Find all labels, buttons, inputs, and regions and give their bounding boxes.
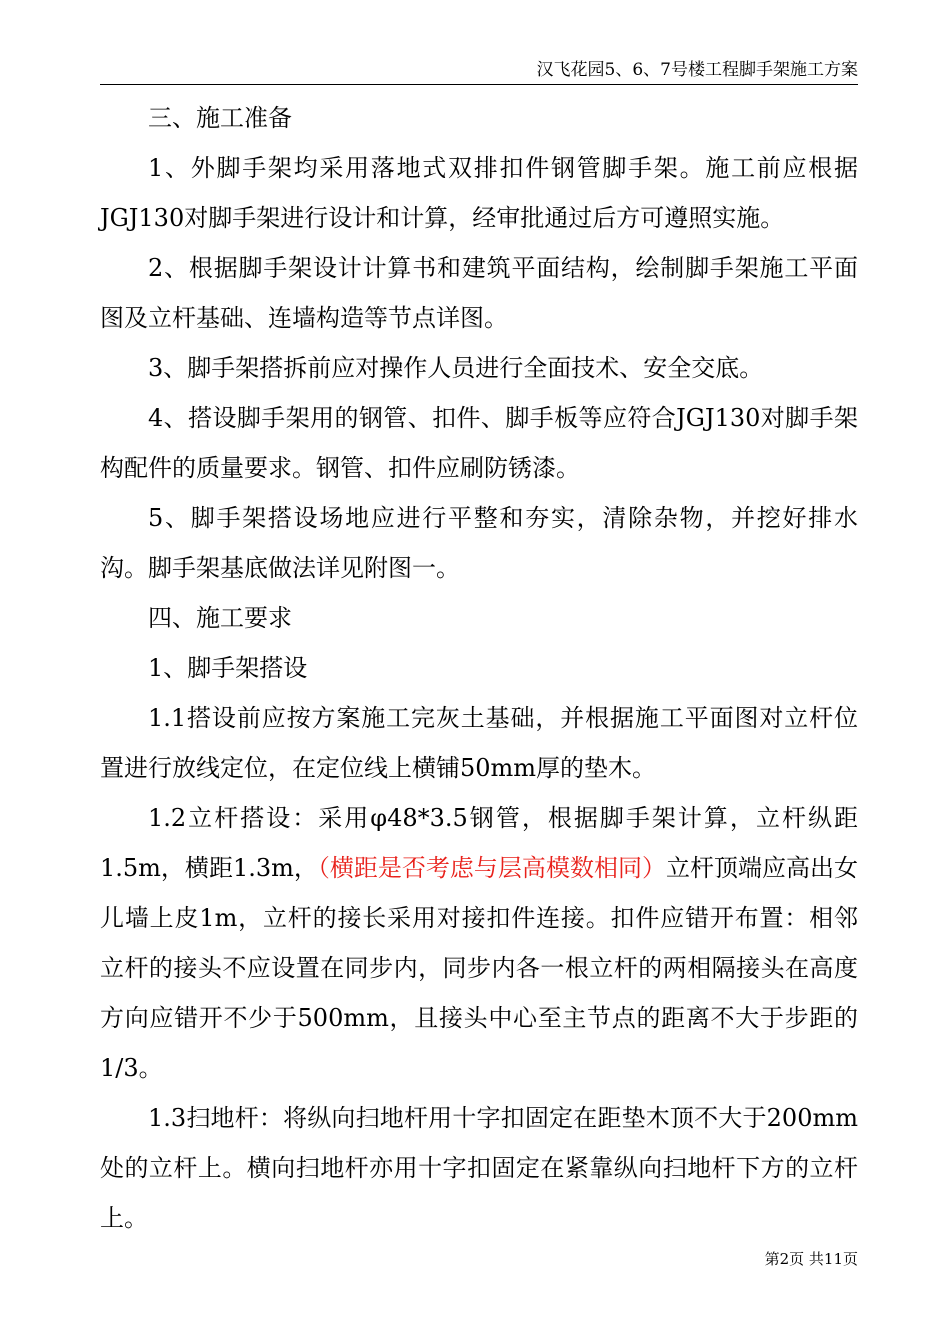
section-heading-preparation: 三、施工准备 [148,104,292,132]
subsection-heading-erection: 1、脚手架搭设 [148,654,308,682]
paragraph-prep-1: 1、外脚手架均采用落地式双排扣件钢管脚手架。施工前应根据JGJ130对脚手架进行设计和计算，经审批通过后方可遵照实施。 [100,154,858,232]
review-note: （横距是否考虑与层高模数相同） [317,854,666,882]
paragraph-1-2-text-b: 立杆顶端应高出女儿墙上皮1m，立杆的接长采用对接扣件连接。扣件应错开布置：相邻立杆的接头不应设置在同步内，同步内各一根立杆的两相隔接头在高度方向应错开不少于500mm，且接头中心至主节点的距离不大于步距的1/3。 [100,854,859,1082]
page-footer: 第2页 共11页 [764,1250,858,1268]
paragraph-prep-2: 2、根据脚手架设计计算书和建筑平面结构，绘制脚手架施工平面图及立杆基础、连墙构造等节点详图。 [100,254,858,332]
document-body [100,93,858,1243]
paragraph-prep-5: 5、脚手架搭设场地应进行平整和夯实，清除杂物，并挖好排水沟。脚手架基底做法详见附图一。 [100,504,858,582]
paragraph-1-3: 1.3扫地杆：将纵向扫地杆用十字扣固定在距垫木顶不大于200mm处的立杆上。横向扫地杆亦用十字扣固定在紧靠纵向扫地杆下方的立杆上。 [100,1104,858,1232]
paragraph-1-1: 1.1搭设前应按方案施工完灰土基础，并根据施工平面图对立杆位置进行放线定位，在定位线上横铺50mm厚的垫木。 [100,704,858,782]
paragraph-1-2 [100,793,858,1093]
paragraph-1-2-text-a: 1.2立杆搭设：采用φ48*3.5钢管，根据脚手架计算，立杆纵距1.5m，横距1.3m， [100,804,858,882]
paragraph-prep-3: 3、脚手架搭拆前应对操作人员进行全面技术、安全交底。 [148,354,764,382]
paragraph-prep-4: 4、搭设脚手架用的钢管、扣件、脚手板等应符合JGJ130对脚手架构配件的质量要求。钢管、扣件应刷防锈漆。 [100,404,858,482]
section-heading-requirements: 四、施工要求 [148,604,292,632]
page-header: 汉飞花园5、6、7号楼工程脚手架施工方案 [536,60,858,80]
header-rule [100,84,858,85]
